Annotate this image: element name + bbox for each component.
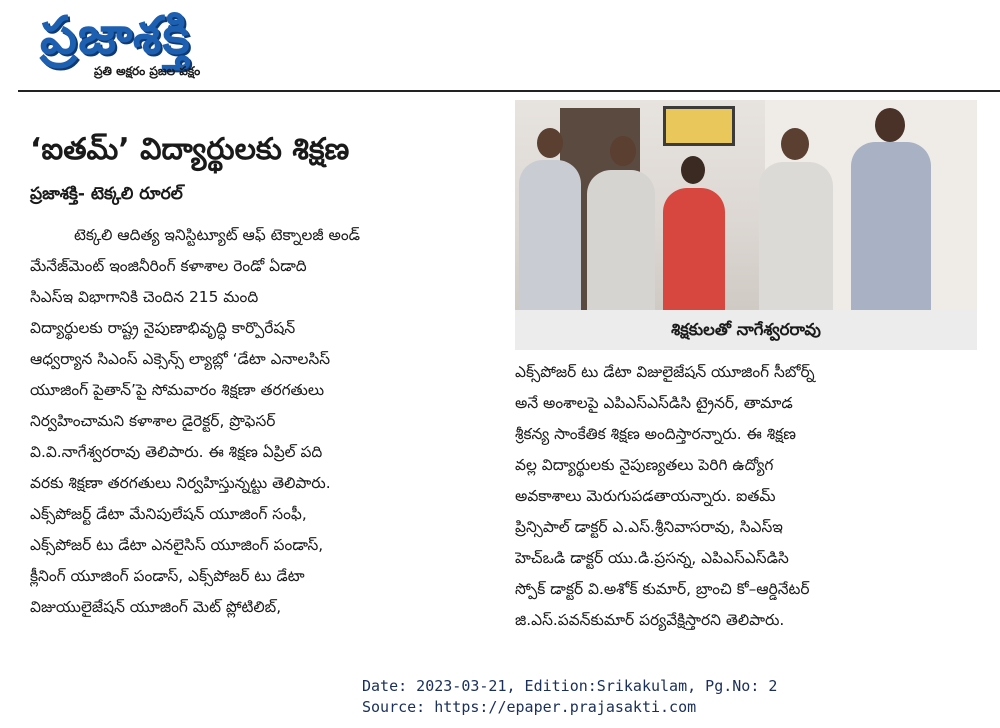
body-line: ఎక్స్‌పోజర్ట్‌ డేటా మేనిపులేషన్‌ యూజింగ్‌ సంఫీ, [30,505,307,523]
body-line: విద్యార్థులకు రాష్ట్ర నైపుణాభివృద్ధి కార్పొరేషన్‌ [30,319,296,337]
article-photo [515,100,977,310]
source-footer [362,676,777,718]
body-line: మేనేజ్‌మెంట్‌ ఇంజినీరింగ్‌ కళాశాల రెండో ఏడాది [30,257,307,275]
photo-person-head [781,128,809,160]
body-line: సిఎస్‌ఇ విభాగానికి చెందిన 215 మంది [30,288,259,306]
body-line: క్లీనింగ్‌ యూజింగ్‌ పండాస్‌, ఎక్స్‌పోజర్‌ టు డేటా [30,567,305,585]
body-line: ఆధ్వర్యాన సిఎంస్‌ ఎక్సెన్స్‌ ల్యాబ్లో ‘డేటా ఎనాలసిస్‌ [30,350,331,368]
body-line: యూజింగ్‌ పైతాన్‌’పై సోమవారం శిక్షణా తరగతులు [30,381,325,399]
photo-person-head [681,156,705,184]
photo-wall-frame [663,106,735,146]
photo-person-head [610,136,636,166]
body-line: అనే అంశాలపై ఎపిఎస్‌ఎస్‌డిసి ట్రైనర్‌, తామాడ [515,394,793,412]
body-line: విజుయులైజేషన్‌ యూజింగ్‌ మెట్‌ ప్లోటిలిబ్‌, [30,598,282,616]
source-url-line[interactable]: Source: https://epaper.prajasakti.com [362,698,697,716]
photo-person [663,188,725,310]
masthead [0,0,1000,92]
body-line: శ్రీకన్య సాంకేతిక శిక్షణ అందిస్తారన్నారు. ఈ శిక్షణ [515,425,796,443]
masthead-divider [18,90,1000,92]
body-line: ఎక్స్‌పోజర్‌ టు డేటా ఎనలైసిస్‌ యూజింగ్‌ పండాస్‌, [30,536,324,554]
article-column-right [515,357,967,636]
body-line: వరకు శిక్షణా తరగతులు నిర్వహిస్తున్నట్టు తెలిపారు. [30,474,331,492]
body-line: జి.ఎస్‌.పవన్‌కుమార్‌ పర్యవేక్షిస్తారని తెలిపారు. [515,611,785,629]
body-line: స్పోక్‌ డాక్టర్‌ వి.అశోక్‌ కుమార్‌, బ్రాంచి కో–ఆర్డినేటర్‌ [515,580,810,598]
body-line: హెచ్‌ఒడి డాక్టర్‌ యు.డి.ప్రసన్న, ఎపిఎస్‌ఎస్‌డిసి [515,549,789,567]
photo-person [587,170,655,310]
photo-person [759,162,833,310]
photo-person [519,160,581,310]
article-column-left [30,220,500,623]
body-line: ఎక్స్‌పోజర్‌ టు డేటా విజులైజేషన్‌ యూజింగ్‌ సీబోర్న్‌ [515,363,815,381]
photo-person-head [537,128,563,158]
logo-tagline: ప్రతి అక్షరం ప్రజల పక్షం [94,64,201,78]
photo-person-head [875,108,905,142]
body-line: అవకాశాలు మెరుగుపడతాయన్నారు. ఐతమ్‌ [515,487,776,505]
body-line: టెక్కలి ఆదిత్య ఇనిస్టిట్యూట్‌ ఆఫ్‌ టెక్నాలజీ అండ్‌ [74,226,361,244]
body-line: వి.వి.నాగేశ్వరరావు తెలిపారు. ఈ శిక్షణ ఏప్రిల్‌ పది [30,443,323,461]
body-line: నిర్వహించామని కళాశాల డైరెక్టర్‌, ప్రొఫెసర్‌ [30,412,276,430]
body-line: ప్రిన్సిపాల్‌ డాక్టర్‌ ఎ.ఎస్‌.శ్రీనివాసరావు, సిఎస్‌ఇ [515,518,783,536]
article-headline: ‘ఐతమ్‌’ విద్యార్థులకు శిక్షణ [30,132,350,167]
logo-text: ప్రజాశక్తి [40,6,191,66]
article-dateline: ప్రజాశక్తి- టెక్కలి రూరల్‌ [30,184,183,204]
photo-person [851,142,931,310]
newspaper-logo [36,6,282,82]
body-line: వల్ల విద్యార్థులకు నైపుణ్యతలు పెరిగి ఉద్యోగ [515,456,774,474]
photo-caption: శిక్షకులతో నాగేశ్వరరావు [515,310,977,350]
edition-date-line: Date: 2023-03-21, Edition:Srikakulam, Pg.No: 2 [362,677,778,695]
